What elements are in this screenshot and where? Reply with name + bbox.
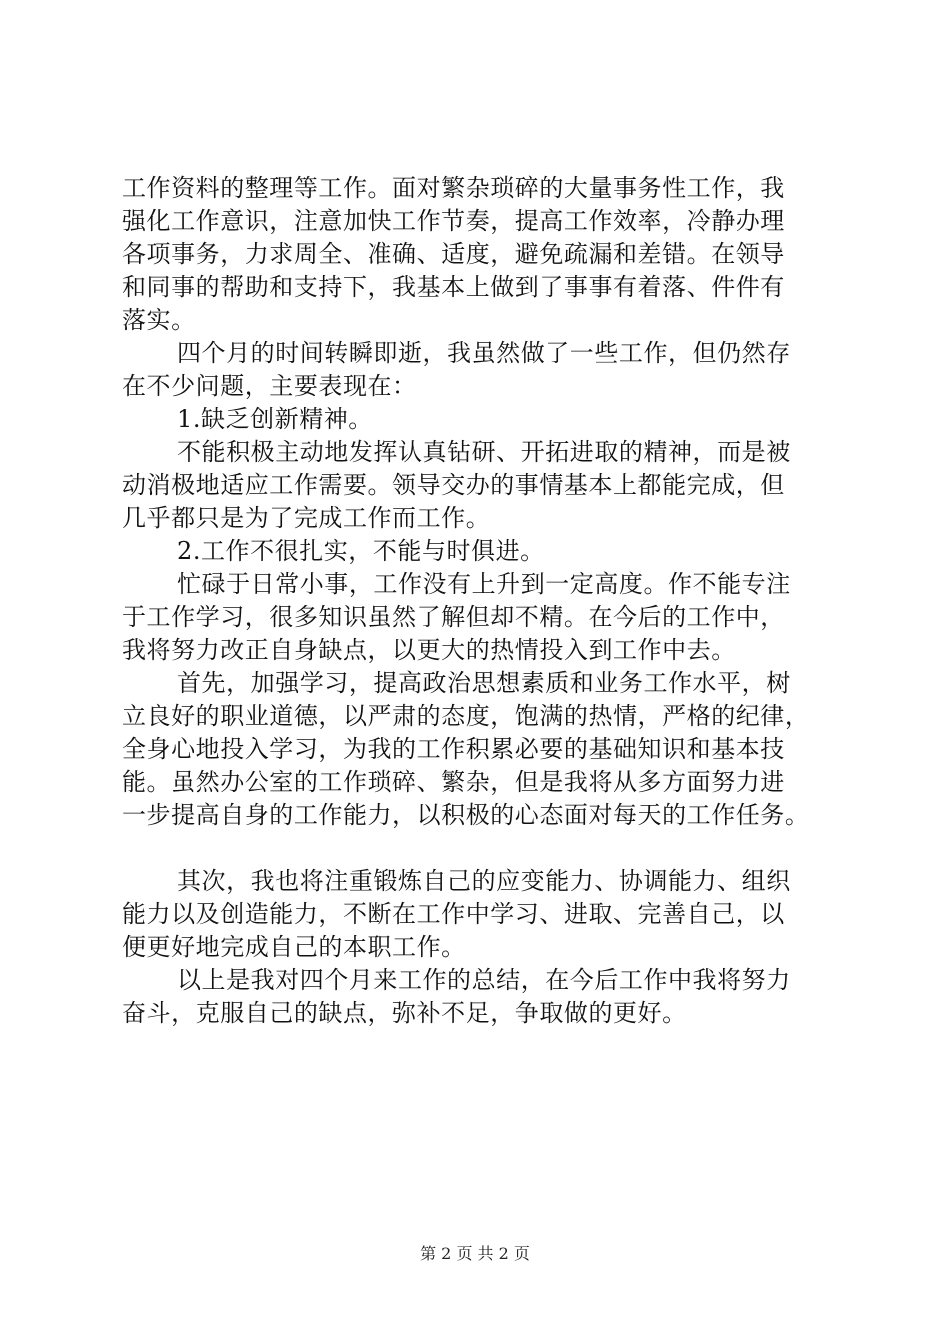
paragraph-first-line: 四个月的时间转瞬即逝，我虽然做了一些工作，但仍然存 [177, 339, 791, 367]
paragraph-first-line: 以上是我对四个月来工作的总结，在今后工作中我将努力 [177, 966, 791, 994]
text-line: 工作资料的整理等工作。面对繁杂琐碎的大量事务性工作，我 [122, 174, 785, 202]
text-line: 能力以及创造能力，不断在工作中学习、进取、完善自己，以 [122, 900, 785, 928]
page-footer [0, 1244, 950, 1264]
paragraph-first-line: 忙碌于日常小事，工作没有上升到一定高度。作不能专注 [177, 570, 791, 598]
numbered-heading: 2.工作不很扎实，不能与时俱进。 [177, 537, 545, 565]
text-line: 便更好地完成自己的本职工作。 [122, 933, 466, 961]
text-line: 一步提高自身的工作能力，以积极的心态面对每天的工作任务。 [122, 801, 810, 829]
text-line: 和同事的帮助和支持下，我基本上做到了事事有着落、件件有 [122, 273, 785, 301]
text-line: 落实。 [122, 306, 196, 334]
text-line: 于工作学习，很多知识虽然了解但却不精。在今后的工作中， [122, 603, 785, 631]
text-line: 我将努力改正自身缺点，以更大的热情投入到工作中去。 [122, 636, 736, 664]
paragraph-gap [122, 832, 834, 865]
text-line: 在不少问题，主要表现在： [122, 372, 417, 400]
text-line: 强化工作意识，注意加快工作节奏，提高工作效率，冷静办理 [122, 207, 785, 235]
text-line: 能。虽然办公室的工作琐碎、繁杂，但是我将从多方面努力进 [122, 768, 785, 796]
text-line: 动消极地适应工作需要。领导交办的事情基本上都能完成，但 [122, 471, 785, 499]
page-number: 第 2 页 共 2 页 [420, 1244, 530, 1263]
text-line: 奋斗，克服自己的缺点，弥补不足，争取做的更好。 [122, 999, 687, 1027]
paragraph-first-line: 其次，我也将注重锻炼自己的应变能力、协调能力、组织 [177, 867, 791, 895]
paragraph-first-line: 首先，加强学习，提高政治思想素质和业务工作水平，树 [177, 669, 791, 697]
text-line: 各项事务，力求周全、准确、适度，避免疏漏和差错。在领导 [122, 240, 785, 268]
text-line: 几乎都只是为了完成工作而工作。 [122, 504, 491, 532]
numbered-heading: 1.缺乏创新精神。 [177, 405, 373, 433]
document-body [122, 172, 834, 1030]
paragraph-first-line: 不能积极主动地发挥认真钻研、开拓进取的精神，而是被 [177, 438, 791, 466]
text-line: 立良好的职业道德，以严肃的态度，饱满的热情，严格的纪律， [122, 702, 810, 730]
text-line: 全身心地投入学习，为我的工作积累必要的基础知识和基本技 [122, 735, 785, 763]
